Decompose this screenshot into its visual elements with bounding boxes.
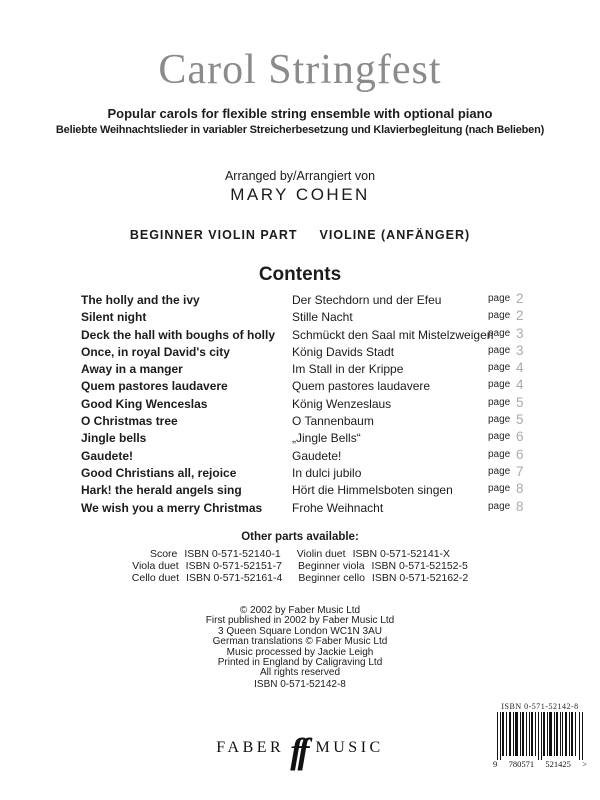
page-label: page [488,344,511,356]
title-english: The holly and the ivy [81,293,200,307]
part-name: Cello duet [131,571,180,584]
part-name: Score [149,548,178,560]
faber-music-logo: FABER ff MUSIC [216,731,384,771]
page-number: 2 [516,308,524,324]
table-row [0,342,600,362]
part-name: Beginner cello [298,571,365,584]
barcode-isbn-text: ISBN 0-571-52142-8 [501,702,579,711]
page-number: 6 [516,446,524,462]
contents-table [0,293,600,518]
logo-word-faber: FABER [216,739,285,756]
imprint-line: First published in 2002 by Faber Music Ltd [205,615,395,627]
page-number: 4 [516,377,524,393]
part-isbn: ISBN 0-571-52161-4 [186,571,283,584]
part-isbn: ISBN 0-571-52152-5 [371,559,468,572]
part-designation [0,228,600,242]
barcode-bars-icon [495,712,585,760]
page-label: page [488,362,511,374]
title-german: Schmückt den Saal mit Mistelzweigen [292,327,494,342]
page-label: page [488,327,511,339]
subtitle-german: Beliebte Weihnachtslieder in variabler Streicherbesetzung und Klavierbegleitung (nach Belieben) [55,124,545,136]
title-german: Der Stechdorn und der Efeu [292,293,442,307]
subtitle-english: Popular carols for flexible string ensemble with optional piano [107,106,493,121]
barcode-digit-group: 521425 [545,759,571,769]
table-row [0,446,600,466]
table-row [0,325,600,345]
part-name-german: VIOLINE (ANFÄNGER) [319,228,471,242]
title-german: König Wenzeslaus [292,396,392,411]
title-english: We wish you a merry Christmas [81,500,263,515]
title-german: Im Stall in der Krippe [292,362,404,377]
title-english: Deck the hall with boughs of holly [81,327,276,342]
imprint-line: German translations © Faber Music Ltd [212,636,388,648]
table-row [0,379,600,396]
page-label: page [488,379,511,391]
barcode-digit-group: 780571 [508,759,535,769]
page-label: page [488,414,511,426]
title-english: Hark! the herald angels sing [81,483,242,498]
title-german: In dulci jubilo [292,465,362,480]
barcode-arrow: > [582,759,587,769]
part-isbn: ISBN 0-571-52162-2 [371,571,469,584]
part-name: Beginner viola [297,559,365,572]
page-number: 5 [516,412,524,428]
page-label: page [488,396,511,408]
page-label: page [488,310,511,322]
title-english: Away in a manger [81,362,183,377]
part-isbn: ISBN 0-571-52140-1 [184,548,281,560]
table-row [0,483,600,500]
isbn-barcode [492,702,588,769]
page-number: 6 [516,429,524,445]
page-number: 7 [516,463,524,479]
barcode-digits [492,759,588,769]
imprint-line: Music processed by Jackie Leigh [226,646,374,658]
title-english: Silent night [81,310,147,325]
title-english: Once, in royal David's city [81,344,230,359]
arranger-name: MARY COHEN [230,185,370,204]
title-german: Frohe Weihnacht [292,500,384,515]
other-parts-list [0,549,600,585]
part-isbn: ISBN 0-571-52151-7 [185,559,282,572]
table-row [0,394,600,414]
barcode-digit-lead: 9 [493,759,498,769]
title-english: Good Christians all, rejoice [81,465,237,480]
title-english: Jingle bells [81,431,147,446]
table-row [0,362,600,379]
title-english: Good King Wenceslas [81,396,208,411]
contents-heading: Contents [258,264,342,285]
title-german: „Jingle Bells“ [292,431,361,446]
page-label: page [488,465,511,477]
imprint-line: © 2002 by Faber Music Ltd [239,605,361,616]
table-row [0,431,600,448]
imprint-block [0,606,600,679]
imprint-line: Printed in England by Caligraving Ltd [217,657,383,669]
page-number: 3 [516,342,524,358]
part-name-english: BEGINNER VIOLIN PART [129,228,298,242]
part-name: Viola duet [132,559,179,572]
isbn-line: ISBN 0-571-52142-8 [254,679,346,690]
title-german: O Tannenbaum [292,414,374,429]
imprint-line: All rights reserved [259,667,341,679]
table-row [0,310,600,327]
logo-word-music: MUSIC [315,739,384,756]
table-row [0,293,600,310]
page-number: 3 [516,325,524,341]
title-german: Gaudete! [292,448,342,463]
page-number: 8 [516,481,524,497]
title-english: Gaudete! [81,448,134,463]
page-number: 4 [516,360,524,376]
page-number: 2 [516,291,524,306]
title-german: Quem pastores laudavere [292,379,431,394]
part-isbn: ISBN 0-571-52141-X [352,548,451,560]
other-parts-line [0,573,600,585]
title-german: Hört die Himmelsboten singen [292,483,453,498]
page-label: page [488,500,511,512]
page-number: 5 [516,394,524,410]
title-german: Stille Nacht [292,310,353,325]
other-parts-heading: Other parts available: [241,531,359,543]
table-row [0,414,600,431]
title-english: O Christmas tree [81,414,178,429]
title-german: König Davids Stadt [292,344,395,359]
arranged-by-label: Arranged by/Arrangiert von [224,169,376,183]
page-label: page [488,483,511,495]
part-name: Violin duet [296,548,346,560]
title-english: Quem pastores laudavere [81,379,228,394]
page-number: 8 [516,498,524,514]
table-row [0,463,600,483]
page-label: page [488,448,511,460]
imprint-line: 3 Queen Square London WC1N 3AU [218,625,382,637]
book-title: Carol Stringfest [158,47,442,93]
table-row [0,498,600,518]
page-label: page [488,293,511,304]
page-label: page [488,431,511,443]
